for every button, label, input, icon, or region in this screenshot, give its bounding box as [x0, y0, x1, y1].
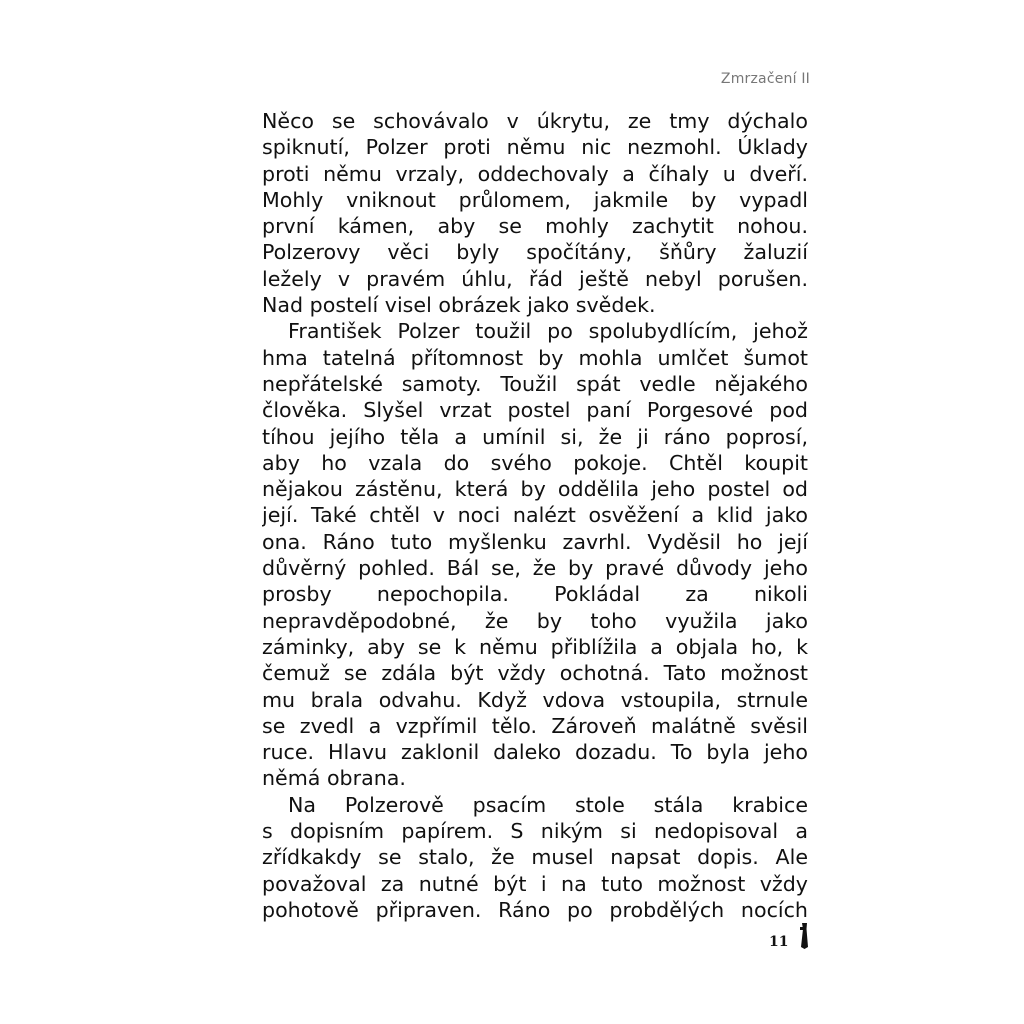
text-line: ležely v pravém úhlu, řád ještě nebyl porušen.: [262, 266, 808, 291]
text-line: nepravděpodobné, že by toho využila jako: [262, 608, 808, 633]
text-line: tíhou jejího těla a umínil si, že ji ráno poprosí,: [262, 424, 808, 449]
text-line: člověka. Slyšel vrzat postel paní Porgesové pod: [262, 398, 808, 423]
text-line: důvěrný pohled. Bál se, že by pravé důvody jeho: [262, 556, 808, 581]
text-line: ona. Ráno tuto myšlenku zavrhl. Vyděsil ho její: [262, 529, 808, 554]
text-line: pohotově připraven. Ráno po probdělých nocích: [262, 897, 808, 922]
text-line: proti němu vrzaly, oddechovaly a číhaly u dveří.: [262, 161, 808, 186]
text-line: Něco se schovávalo v úkrytu, ze tmy dýchalo: [262, 109, 808, 133]
running-header: Zmrzačení II: [720, 71, 810, 87]
text-line: mu brala odvahu. Když vdova vstoupila, strnule: [262, 687, 808, 712]
text-line: spiknutí, Polzer proti němu nic nezmohl. Úklady: [262, 135, 808, 160]
text-line: zřídkakdy se stalo, že musel napsat dopis. Ale: [262, 845, 808, 870]
text-line: nepřátelské samoty. Toužil spát vedle nějakého: [262, 371, 808, 396]
text-line: první kámen, aby se mohly zachytit nohou.: [262, 214, 808, 239]
text-line: s dopisním papírem. S nikým si nedopisoval a: [262, 819, 808, 844]
text-line: ruce. Hlavu zaklonil daleko dozadu. To byla jeho: [262, 740, 808, 765]
text-line: nějakou zástěnu, která by oddělila jeho postel od: [262, 477, 808, 502]
text-line: hma tatelná přítomnost by mohla umlčet šumot: [262, 345, 808, 370]
page-number: 11: [769, 934, 789, 950]
text-line: její. Také chtěl v noci nalézt osvěžení a klid jako: [262, 503, 808, 528]
text-line: Polzerovy věci byly spočítány, šňůry žaluzií: [262, 240, 808, 265]
text-line: Nad postelí visel obrázek jako svědek.: [262, 293, 656, 318]
text-line: němá obrana.: [262, 766, 406, 791]
text-line: považoval za nutné být i na tuto možnost vždy: [262, 871, 808, 896]
page-edge-mark-icon: [800, 923, 809, 949]
text-line: Mohly vniknout průlomem, jakmile by vypadl: [262, 187, 808, 212]
text-line: aby ho vzala do svého pokoje. Chtěl koupit: [262, 450, 808, 475]
text-line: se zvedl a vzpřímil tělo. Zároveň malátně svěsil: [262, 713, 808, 738]
text-line: Na Polzerově psacím stole stála krabice: [288, 792, 808, 817]
text-line: čemuž se zdála být vždy ochotná. Tato možnost: [262, 661, 808, 686]
text-line: prosby nepochopila. Pokládal za nikoli: [262, 582, 808, 607]
body-text: [262, 108, 808, 923]
text-line: záminky, aby se k němu přiblížila a objala ho, k: [262, 634, 808, 659]
text-line: František Polzer toužil po spolubydlícím, jehož: [288, 319, 808, 344]
